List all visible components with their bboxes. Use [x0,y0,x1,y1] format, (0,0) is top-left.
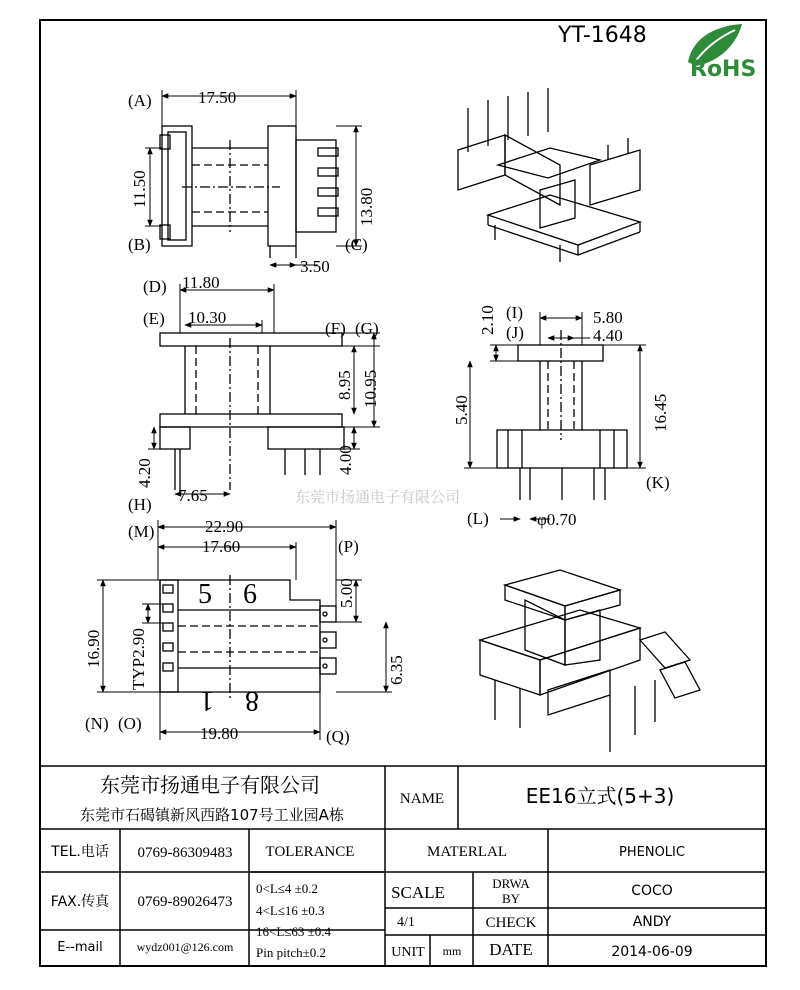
check-value: ANDY [632,914,672,930]
tel-label: TEL.电话 [51,844,109,860]
dim-11-80: 11.80 [182,273,220,292]
dim-4-00: 4.00 [336,445,355,475]
top-view [160,126,338,258]
material-value: PHENOLIC [619,845,685,860]
label-N: (N) [85,714,109,733]
label-K: (K) [646,473,670,492]
dim-17-50: 17.50 [198,88,237,107]
email-value: wydz001@126.com [136,940,234,954]
scale-value: 4/1 [397,915,415,930]
pin-number-6: 6 [243,579,257,610]
drawn-by-label-2: BY [501,891,521,906]
date-label: DATE [489,940,533,959]
dim-7-65: 7.65 [178,486,208,505]
drawn-by-value: COCO [631,883,673,899]
name-label: NAME [399,791,445,807]
dim-13-80: 13.80 [357,187,376,226]
tolerance-row-3: 16<L≤63 ±0.4 [256,924,332,939]
company-address: 东莞市石碣镇新风西路107号工业园A栋 [80,806,344,824]
top-view-dims [145,90,362,265]
tolerance-label: TOLERANCE [265,844,355,860]
label-F: (F) [325,319,346,338]
label-O: (O) [118,714,142,733]
tolerance-row-1: 0<L≤4 ±0.2 [256,881,319,896]
label-H: (H) [128,495,152,514]
material-label: MATERLAL [427,844,507,860]
email-label: E--mail [57,940,103,955]
name-value: EE16立式(5+3) [525,784,675,808]
rohs-text: RoHS [690,57,757,82]
label-Q: (Q) [326,727,350,746]
dim-10-95: 10.95 [361,369,380,408]
tolerance-row-2: 4<L≤16 ±0.3 [256,903,325,918]
rohs-logo [688,24,756,82]
check-label: CHECK [485,915,537,931]
label-C: (C) [345,235,368,254]
dim-3-50: 3.50 [300,257,330,276]
dim-8-95: 8.95 [335,370,354,400]
fax-value: 0769-89026473 [137,894,233,910]
watermark: 东莞市扬通电子有限公司 [295,488,461,506]
label-P: (P) [338,537,359,556]
fax-label: FAX.传真 [50,894,110,910]
dim-pin-diameter: φ0.70 [537,510,577,529]
unit-label: UNIT [391,945,425,960]
scale-label: SCALE [391,883,445,902]
isometric-bottom-view [480,570,700,752]
label-A: (A) [128,91,152,110]
dim-2-10: 2.10 [478,305,497,335]
pin-number-1: 1 [200,685,214,716]
company-name: 东莞市扬通电子有限公司 [100,773,320,797]
dim-4-20: 4.20 [135,458,154,488]
side-view [160,333,344,490]
dim-17-60: 17.60 [202,537,241,556]
label-I: (I) [506,303,524,322]
drawn-by-label-1: DRWA [492,876,530,891]
label-G: (G) [355,319,379,338]
dim-5-00: 5.00 [337,578,356,608]
label-B: (B) [128,235,151,254]
label-L: (L) [467,509,489,528]
label-J: (J) [506,323,524,342]
dim-5-40: 5.40 [452,395,471,425]
label-M: (M) [128,522,155,541]
dim-typ-2-90: TYP2.90 [129,628,148,690]
label-D: (D) [143,277,167,296]
isometric-top-view [458,88,640,262]
tel-value: 0769-86309483 [137,845,233,861]
tolerance-row-4: Pin pitch±0.2 [256,945,326,960]
part-number: YT-1648 [558,23,647,48]
label-E: (E) [143,309,165,328]
dim-19-80: 19.80 [200,724,239,743]
unit-value: mm [442,944,462,958]
dim-4-40: 4.40 [593,326,623,345]
dim-11-50: 11.50 [130,170,149,208]
dim-16-90: 16.90 [84,629,103,668]
dim-22-90: 22.90 [205,517,244,536]
dim-10-30: 10.30 [188,308,227,327]
date-value: 2014-06-09 [611,944,693,960]
dim-16-45: 16.45 [651,393,670,432]
dim-5-80: 5.80 [593,308,623,327]
dim-6-35: 6.35 [387,655,406,685]
pin-number-8: 8 [245,685,259,716]
front-view [497,330,627,500]
pin-number-5: 5 [198,579,212,610]
